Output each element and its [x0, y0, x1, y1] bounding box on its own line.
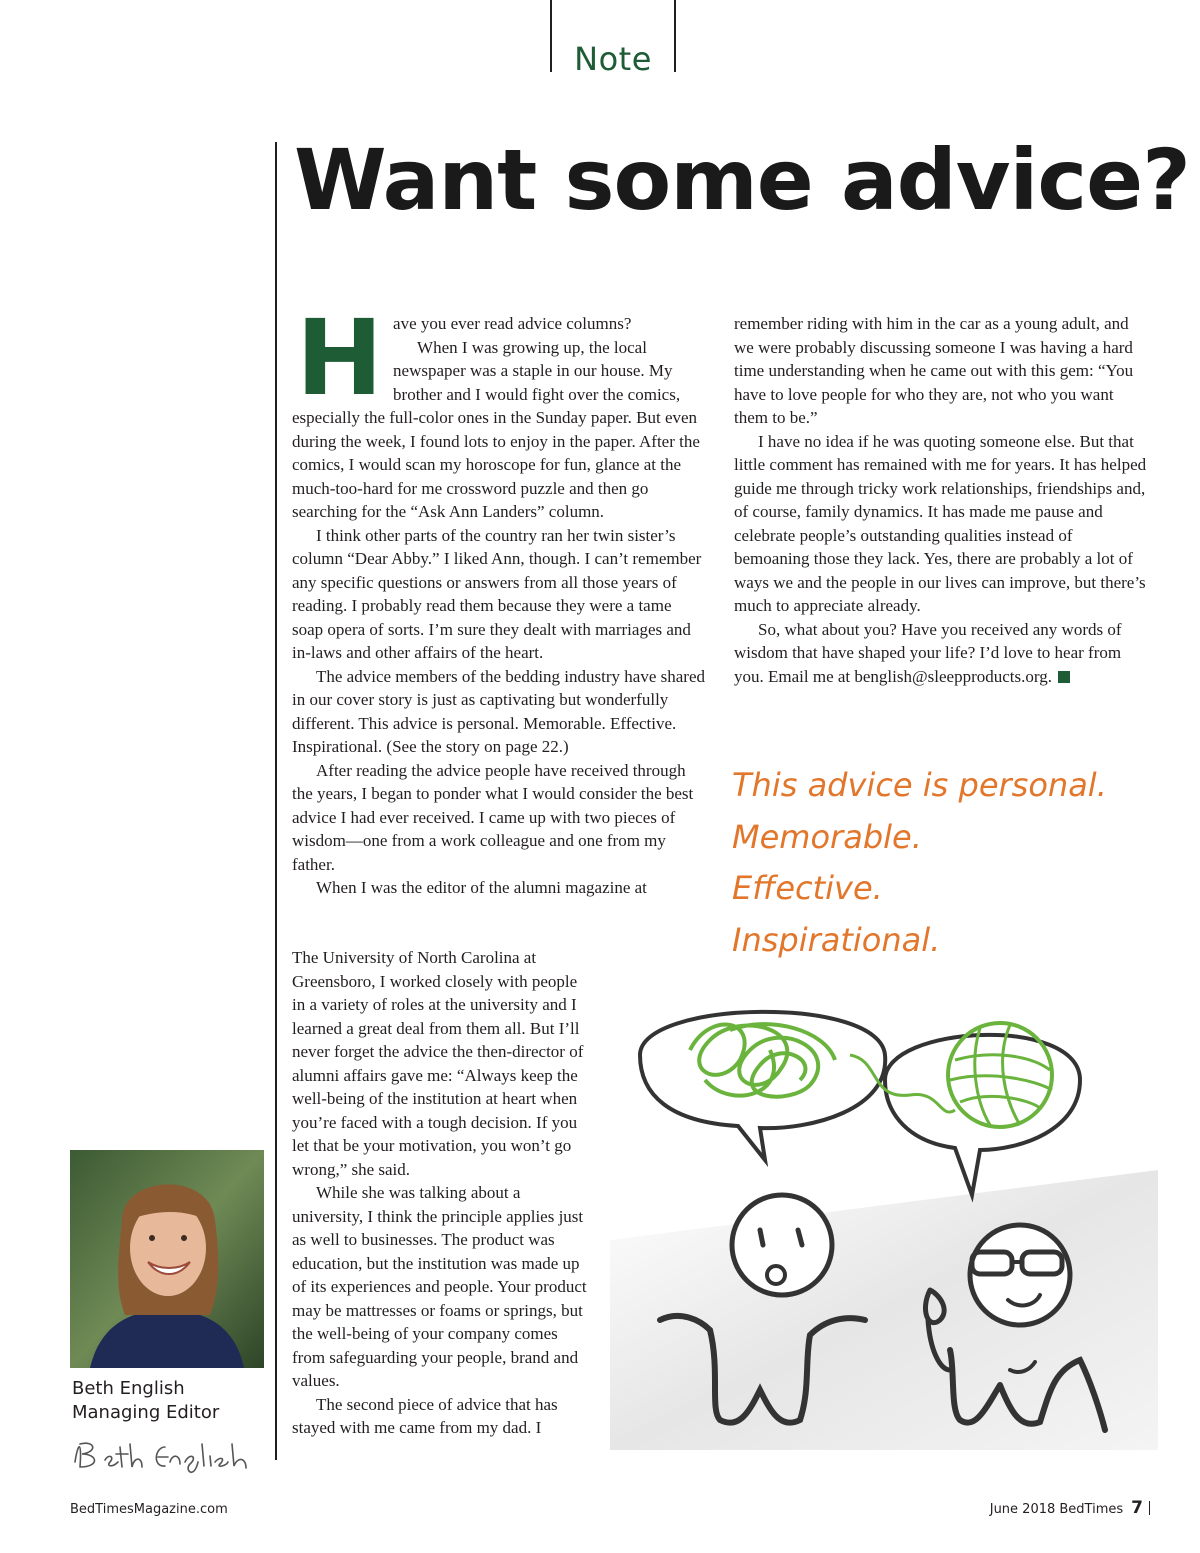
paragraph: When I was growing up, the local newspaper was a staple in our house. My brother and I would fight over the comics, especially the full-color ones in the Sunday paper. But even during the week, I found lots to enjoy in the paper. After the comics, I would scan my horoscope for fun, glance at the much-too-hard for me crossword puzzle and then go searching for the “Ask Ann Landers” column. [292, 337, 700, 521]
footer-issue: June 2018 BedTimes [989, 1502, 1124, 1517]
footer-site: BedTimesMagazine.com [70, 1502, 228, 1517]
paragraph: The University of North Carolina at Greensboro, I worked closely with people in a variety of roles at the university and I learned a great deal from them all. But I’ll never forget the advice the then-director of alumni affairs gave me: “Always keep the well-being of the institution at heart when you’re faced with a tough decision. If you let that be your motivation, you won’t go wrong,” she said. [292, 948, 584, 1179]
paragraph: I think other parts of the country ran her twin sister’s column “Dear Abby.” I liked Ann, though. I can’t remember any specific questions or answers from all those years of reading. I probably read them because they were a tame soap opera of sorts. I’m sure they dealt with marriages and in-laws and other affairs of the heart. [292, 525, 702, 662]
author-caption [72, 1377, 219, 1425]
article-column-1-top [292, 297, 705, 900]
paragraph: When I was the editor of the alumni magazine at [316, 878, 647, 897]
section-rule-right [674, 0, 676, 72]
page-number: 7 [1131, 1498, 1143, 1518]
paragraph: I have no idea if he was quoting someone else. But that little comment has remained with me for years. It has helped guide me through tricky work relationships, friendships and, of course, family dynamics. It has made me pause and celebrate people’s outstanding qualities instead of bemoaning those they lack. Yes, there are probably a lot of ways we and the people in our lives can improve, but there’s much to appreciate already. [734, 431, 1147, 615]
author-photo [70, 1150, 264, 1368]
paragraph: While she was talking about a university, I think the principle applies just as well to businesses. The product was education, but the institution was made up of its experiences and people. Your product may be mattresses or foams or springs, but the well-being of your company comes from safeguarding your people, brand and values. [292, 1183, 587, 1390]
drop-cap: H [296, 297, 384, 419]
pull-quote-line: Inspirational. [732, 920, 941, 959]
article-column-2 [734, 312, 1150, 688]
section-label: Note [574, 40, 652, 78]
paragraph: ave you ever read advice columns? [393, 314, 632, 333]
author-title: Managing Editor [72, 1402, 220, 1423]
headline: Want some advice? [294, 131, 1190, 229]
paragraph [734, 618, 1150, 689]
paragraph: After reading the advice people have received through the years, I began to ponder what I would consider the best advice I had ever received. I came up with two pieces of wisdom—one from a work colleague and one from my father. [292, 760, 694, 874]
author-signature [70, 1432, 270, 1482]
footer-folio [990, 1498, 1150, 1518]
paragraph: The advice members of the bedding industry have shared in our cover story is just as captivating but wonderfully different. This advice is personal. Memorable. Effective. Inspirational. (See the story on page 22.) [292, 666, 705, 756]
article-column-1-bottom [292, 946, 592, 1440]
pull-quote-line: Effective. [732, 869, 883, 907]
closing-paragraph: So, what about you? Have you received any words of wisdom that have shaped your life? I’d love to hear from you. Email me at benglish@sleepproducts.org. [734, 619, 1122, 686]
column-divider-rule [275, 142, 277, 1460]
end-mark-icon [1058, 671, 1070, 683]
paragraph: remember riding with him in the car as a young adult, and we were probably discussing someone I was having a hard time understanding when he came out with this gem: “You have to love people for who they are, not who you want them to be.” [734, 314, 1134, 427]
pull-quote-line: Memorable. [732, 817, 922, 856]
speech-bubble-left [640, 1012, 885, 1160]
paragraph: The second piece of advice that has stayed with me came from my dad. I [292, 1394, 558, 1437]
pull-quote-line: This advice is personal. [732, 766, 1107, 804]
author-name: Beth English [72, 1378, 185, 1399]
stick-figures-illustration [610, 990, 1158, 1450]
gray-backdrop [610, 1170, 1158, 1450]
pull-quote [732, 760, 1107, 966]
folio-rule [1149, 1501, 1150, 1515]
